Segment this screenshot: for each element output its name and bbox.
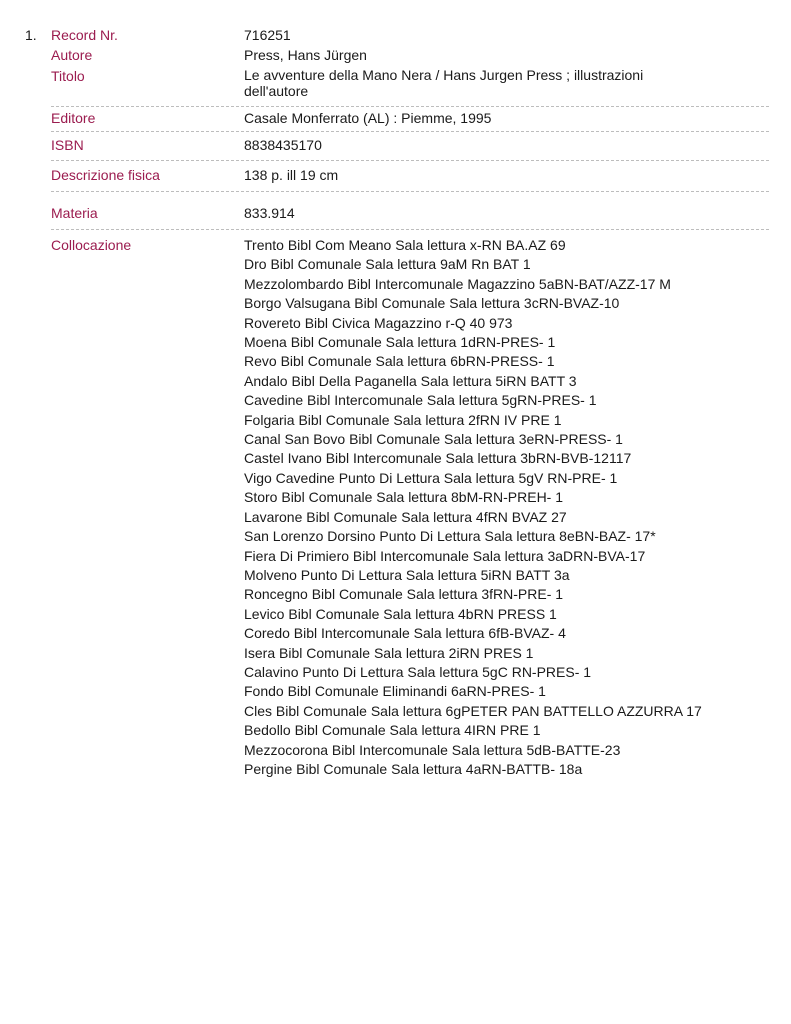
- collocazione-item: San Lorenzo Dorsino Punto Di Lettura Sala lettura 8eBN-BAZ- 17*: [244, 528, 656, 545]
- collocazione-item: Revo Bibl Comunale Sala lettura 6bRN-PRESS- 1: [244, 353, 555, 370]
- value-materia: 833.914: [244, 205, 295, 221]
- collocazione-item: Borgo Valsugana Bibl Comunale Sala lettura 3cRN-BVAZ-10: [244, 295, 620, 312]
- field-isbn: [51, 132, 769, 161]
- collocazione-item: Cavedine Bibl Intercomunale Sala lettura 5gRN-PRES- 1: [244, 392, 597, 409]
- value-descrizione: 138 p. ill 19 cm: [244, 167, 339, 183]
- value-isbn: 8838435170: [244, 137, 322, 153]
- collocazione-item: Moena Bibl Comunale Sala lettura 1dRN-PRES- 1: [244, 334, 556, 351]
- label-collocazione: Collocazione: [51, 237, 132, 253]
- field-editore: [51, 107, 769, 132]
- label-materia: Materia: [51, 205, 98, 221]
- catalog-record: [0, 24, 791, 779]
- collocazione-item: Coredo Bibl Intercomunale Sala lettura 6fB-BVAZ- 4: [244, 625, 566, 642]
- collocazione-item: Calavino Punto Di Lettura Sala lettura 5gC RN-PRES- 1: [244, 663, 592, 680]
- field-descrizione: [51, 161, 769, 192]
- value-record-nr: 716251: [244, 27, 291, 43]
- collocazione-item: Andalo Bibl Della Paganella Sala lettura 5iRN BATT 3: [244, 372, 577, 389]
- collocazione-item: Folgaria Bibl Comunale Sala lettura 2fRN IV PRE 1: [244, 411, 562, 428]
- collocazione-item: Rovereto Bibl Civica Magazzino r-Q 40 973: [244, 314, 513, 331]
- collocazione-list: [244, 236, 764, 779]
- field-collocazione: [51, 230, 769, 779]
- collocazione-item: Cles Bibl Comunale Sala lettura 6gPETER PAN BATTELLO AZZURRA 17: [244, 702, 702, 719]
- collocazione-item: Canal San Bovo Bibl Comunale Sala lettura 3eRN-PRESS- 1: [244, 431, 623, 448]
- field-materia: [51, 192, 769, 230]
- field-autore: [51, 45, 769, 66]
- label-autore: Autore: [51, 47, 93, 63]
- collocazione-item: Trento Bibl Com Meano Sala lettura x-RN BA.AZ 69: [244, 237, 566, 253]
- field-record-nr: [51, 24, 769, 45]
- collocazione-item: Vigo Cavedine Punto Di Lettura Sala lettura 5gV RN-PRE- 1: [244, 469, 618, 486]
- field-titolo: [51, 66, 769, 107]
- label-record-nr: Record Nr.: [51, 27, 118, 43]
- collocazione-item: Dro Bibl Comunale Sala lettura 9aM Rn BAT 1: [244, 256, 531, 273]
- collocazione-item: Molveno Punto Di Lettura Sala lettura 5iRN BATT 3a: [244, 566, 570, 583]
- label-titolo: Titolo: [51, 68, 85, 84]
- collocazione-item: Castel Ivano Bibl Intercomunale Sala lettura 3bRN-BVB-12117: [244, 450, 632, 467]
- value-editore: Casale Monferrato (AL) : Piemme, 1995: [244, 110, 492, 126]
- label-editore: Editore: [51, 110, 96, 126]
- collocazione-item: Mezzocorona Bibl Intercomunale Sala lettura 5dB-BATTE-23: [244, 741, 621, 758]
- label-isbn: ISBN: [51, 137, 84, 153]
- label-descrizione: Descrizione fisica: [51, 167, 160, 183]
- record-index: 1.: [25, 27, 37, 43]
- collocazione-item: Lavarone Bibl Comunale Sala lettura 4fRN BVAZ 27: [244, 508, 567, 525]
- collocazione-item: Storo Bibl Comunale Sala lettura 8bM-RN-PREH- 1: [244, 489, 564, 506]
- collocazione-item: Levico Bibl Comunale Sala lettura 4bRN PRESS 1: [244, 605, 557, 622]
- collocazione-item: Isera Bibl Comunale Sala lettura 2iRN PRES 1: [244, 644, 534, 661]
- value-autore: Press, Hans Jürgen: [244, 47, 367, 63]
- value-titolo: Le avventure della Mano Nera / Hans Jurgen Press ; illustrazioni dell'autore: [244, 67, 644, 99]
- collocazione-item: Pergine Bibl Comunale Sala lettura 4aRN-BATTB- 18a: [244, 760, 583, 777]
- collocazione-item: Fondo Bibl Comunale Eliminandi 6aRN-PRES- 1: [244, 683, 546, 700]
- collocazione-item: Roncegno Bibl Comunale Sala lettura 3fRN-PRE- 1: [244, 586, 564, 603]
- collocazione-item: Bedollo Bibl Comunale Sala lettura 4IRN PRE 1: [244, 722, 541, 739]
- collocazione-item: Fiera Di Primiero Bibl Intercomunale Sala lettura 3aDRN-BVA-17: [244, 547, 646, 564]
- collocazione-item: Mezzolombardo Bibl Intercomunale Magazzino 5aBN-BAT/AZZ-17 M: [244, 275, 671, 292]
